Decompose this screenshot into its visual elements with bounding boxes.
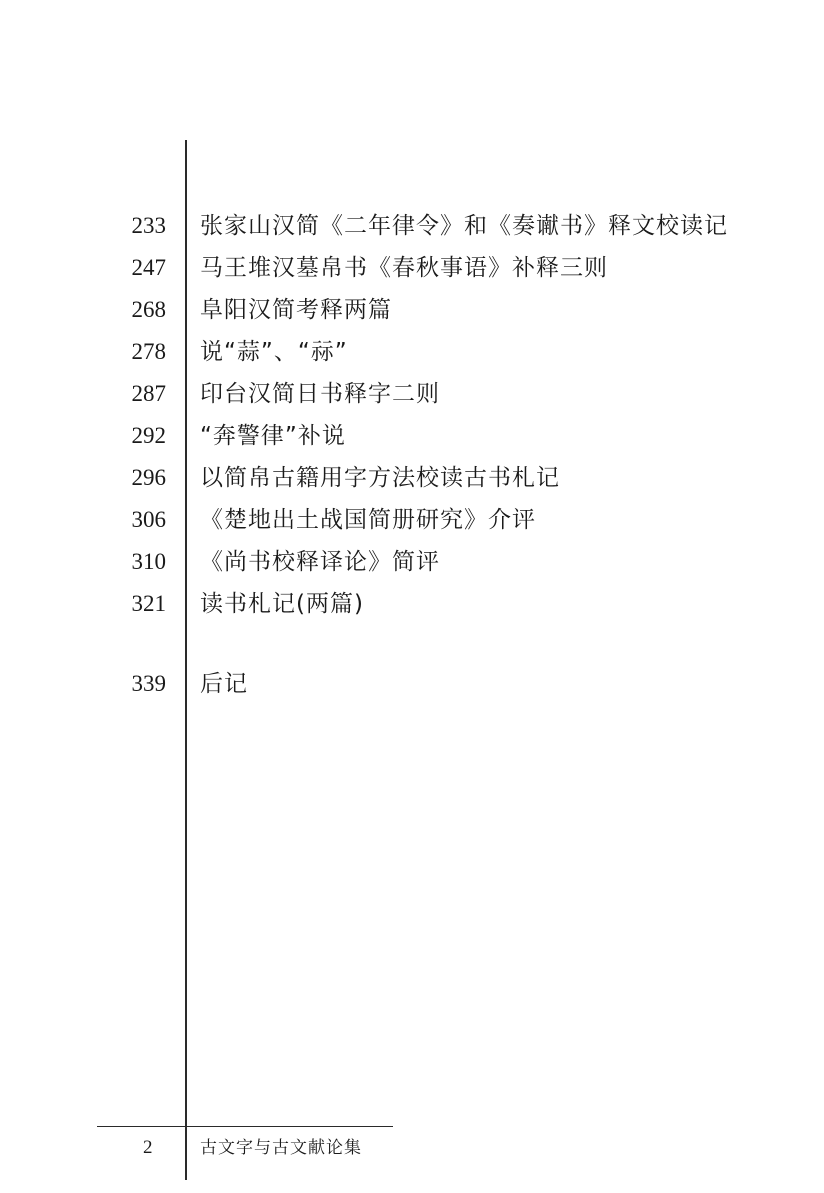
toc-title: 说“蒜”、“祘” [200,339,348,365]
toc-page-number: 296 [131,465,166,490]
toc-entry[interactable] [0,205,824,247]
toc-entry[interactable] [0,499,824,541]
toc-title: 张家山汉简《二年律令》和《奏谳书》释文校读记 [200,213,728,239]
toc-page-number: 287 [131,381,166,406]
table-of-contents [0,205,824,705]
toc-page-number: 278 [131,339,166,364]
toc-page-number: 310 [131,549,166,574]
toc-title: 《楚地出土战国简册研究》介评 [200,507,536,533]
toc-title: 印台汉简日书释字二则 [200,381,440,407]
toc-title: “奔警律”补说 [200,423,346,449]
toc-entry[interactable] [0,457,824,499]
toc-entry[interactable] [0,583,824,625]
toc-page-number: 268 [131,297,166,322]
toc-page-number: 339 [131,671,166,696]
toc-entry[interactable] [0,331,824,373]
toc-title: 以简帛古籍用字方法校读古书札记 [200,465,560,491]
toc-page-number: 306 [131,507,166,532]
toc-page-number: 292 [131,423,166,448]
toc-entry[interactable] [0,373,824,415]
toc-title: 马王堆汉墓帛书《春秋事语》补释三则 [200,255,608,281]
footer-rule [97,1126,393,1127]
toc-entry[interactable] [0,541,824,583]
toc-page-number: 233 [131,213,166,238]
footer-book-title: 古文字与古文献论集 [200,1138,362,1158]
toc-title: 阜阳汉简考释两篇 [200,297,392,323]
toc-title: 《尚书校释译论》简评 [200,549,440,575]
toc-title: 读书札记(两篇) [200,591,364,617]
toc-entry[interactable] [0,247,824,289]
toc-page-number: 247 [131,255,166,280]
toc-page-number: 321 [131,591,166,616]
toc-title: 后记 [200,671,248,697]
toc-entry[interactable] [0,415,824,457]
toc-entry-afterword[interactable] [0,663,824,705]
footer-page-number: 2 [143,1137,153,1158]
toc-entry[interactable] [0,289,824,331]
